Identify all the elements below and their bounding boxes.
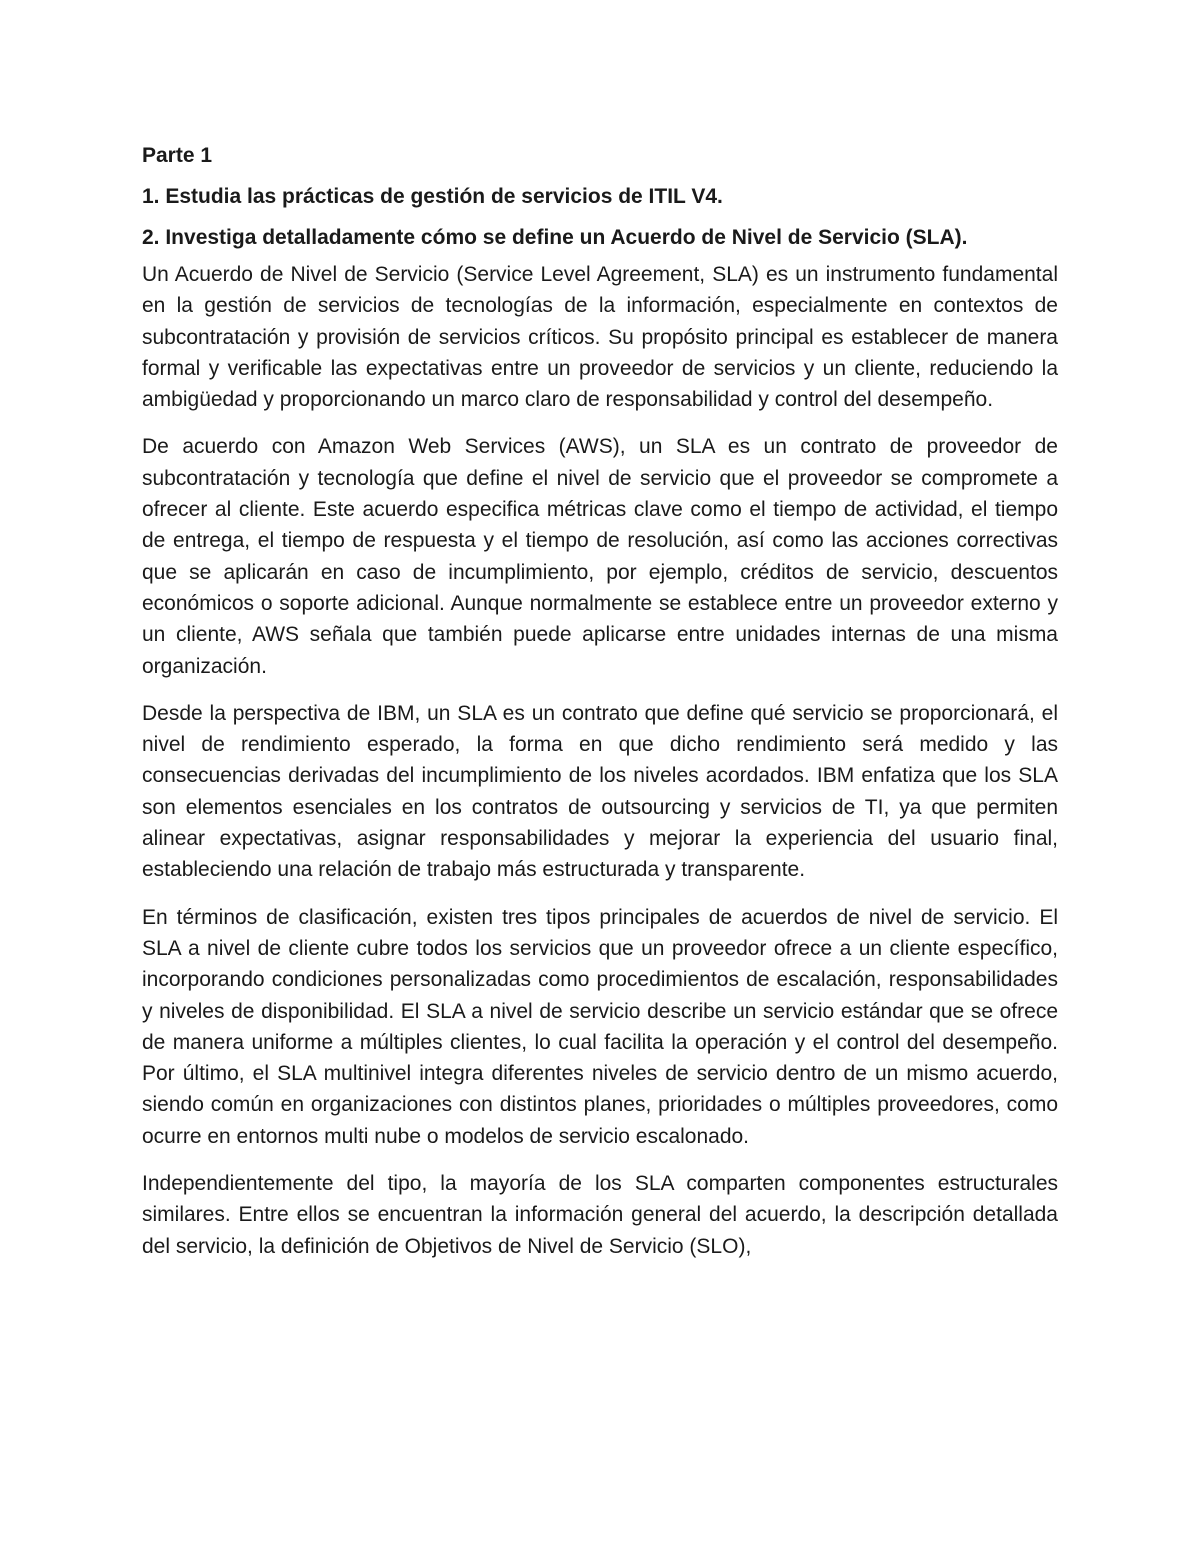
paragraph-ibm: Desde la perspectiva de IBM, un SLA es un contrato que define qué servicio se proporcionará, el nivel de rendimiento esperado, la forma en que dicho rendimiento será medido y las consecuencias derivadas del incumplimiento de los niveles acordados. IBM enfatiza que los SLA son elementos esenciales en los contratos de outsourcing y servicios de TI, ya que permiten alinear expectativas, asignar responsabilidades y mejorar la experiencia del usuario final, estableciendo una relación de trabajo más estructurada y transparente. <box>142 701 1058 882</box>
paragraph-components: Independientemente del tipo, la mayoría de los SLA comparten componentes estructurales similares. Entre ellos se encuentran la información general del acuerdo, la descripción detallada del servicio, la definición de Objetivos de Nivel de Servicio (SLO), <box>142 1172 1058 1258</box>
question-1-heading: 1. Estudia las prácticas de gestión de servicios de ITIL V4. <box>142 185 723 208</box>
document-page <box>142 140 1058 1278</box>
paragraph-sla-definition: Un Acuerdo de Nivel de Servicio (Service Level Agreement, SLA) es un instrumento fundamental en la gestión de servicios de tecnologías de la información, especialmente en contextos de subcontratación y provisión de servicios críticos. Su propósito principal es establecer de manera formal y verificable las expectativas entre un proveedor de servicios y un cliente, reduciendo la ambigüedad y proporcionando un marco claro de responsabilidad y control del desempeño. <box>142 263 1058 412</box>
question-2-heading: 2. Investiga detalladamente cómo se define un Acuerdo de Nivel de Servicio (SLA). <box>142 226 968 249</box>
paragraph-classification: En términos de clasificación, existen tres tipos principales de acuerdos de nivel de servicio. El SLA a nivel de cliente cubre todos los servicios que un proveedor ofrece a un cliente específico, incorporando condiciones personalizadas como procedimientos de escalación, responsabilidades y niveles de disponibilidad. El SLA a nivel de servicio describe un servicio estándar que se ofrece de manera uniforme a múltiples clientes, lo cual facilita la operación y el control del desempeño. Por último, el SLA multinivel integra diferentes niveles de servicio dentro de un mismo acuerdo, siendo común en organizaciones con distintos planes, prioridades o múltiples proveedores, como ocurre en entornos multi nube o modelos de servicio escalonado. <box>142 905 1058 1148</box>
part-title: Parte 1 <box>142 144 213 167</box>
paragraph-aws: De acuerdo con Amazon Web Services (AWS), un SLA es un contrato de proveedor de subcontratación y tecnología que define el nivel de servicio que el proveedor se compromete a ofrecer al cliente. Este acuerdo especifica métricas clave como el tiempo de actividad, el tiempo de entrega, el tiempo de respuesta y el tiempo de resolución, así como las acciones correctivas que se aplicarán en caso de incumplimiento, por ejemplo, créditos de servicio, descuentos económicos o soporte adicional. Aunque normalmente se establece entre un proveedor externo y un cliente, AWS señala que también puede aplicarse entre unidades internas de una misma organización. <box>142 435 1058 678</box>
